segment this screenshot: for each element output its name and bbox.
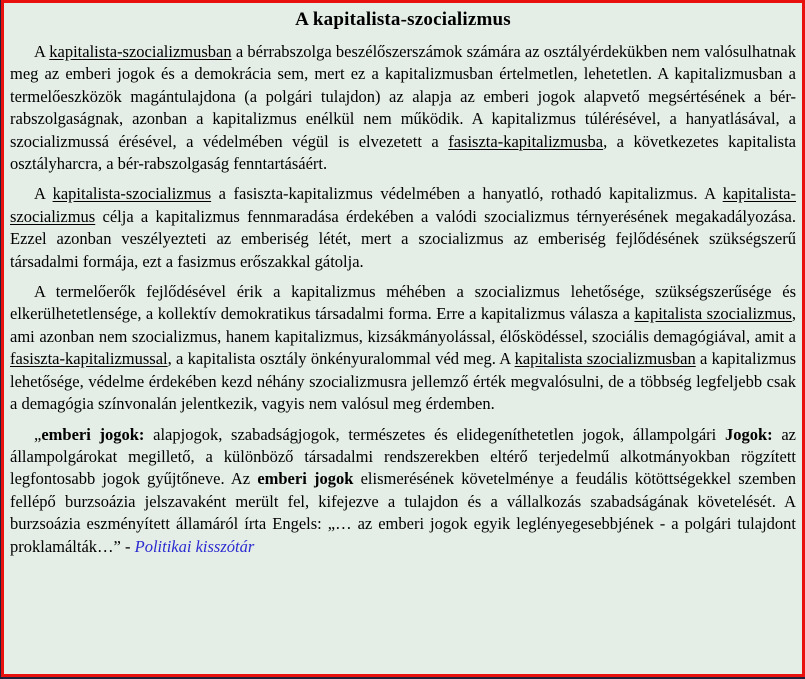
page-title: A kapitalista-szocializmus	[295, 9, 511, 30]
politikai-kisszotar-link[interactable]: Politikai kisszótár	[134, 536, 255, 556]
text-segment: A	[34, 42, 50, 61]
text-segment: a fasiszta-kapitalizmus védelmében a hanyatló, rothadó kapitalizmus. A	[211, 184, 723, 204]
underlined-term: fasiszta-kapitalizmussal	[10, 349, 168, 369]
text-segment: , a kapitalista osztály önkényuralommal véd meg. A	[167, 349, 515, 369]
paragraph	[10, 424, 796, 558]
paragraph	[10, 183, 796, 273]
underlined-term: kapitalista szocializmusban	[514, 349, 696, 369]
text-segment: A termelőerők fejlődésével érik a kapitalizmus méhében a szocializmus lehetősége, szükségszerűsége és elkerülhetetlensége, a kollektív demokratikus társadalmi forma. Erre a kapitalizmus válasza a	[10, 282, 796, 324]
document-body	[10, 41, 796, 558]
text-segment: alapjogok, szabadságjogok, természetes és elidegeníthetetlen jogok, állampolgári	[144, 424, 725, 444]
bold-term: Jogok:	[724, 424, 773, 444]
text-segment: „	[34, 424, 42, 444]
bold-term: emberi jogok	[257, 469, 354, 489]
text-segment: , ami azonban nem szocializmus, hanem kapitalizmus, kizsákmányolással, élősködéssel, szociális demagógiával, amit a	[10, 304, 797, 346]
text-segment: az állampolgárokat megillető, a különböző társadalmi rendszerekben eltérő terjedelmű alkotmányokban rögzített legfontosabb jogok gyűjtőneve. Az	[10, 424, 796, 489]
underlined-term: fasiszta-kapitalizmusba	[448, 131, 604, 151]
underlined-term: kapitalista-szocializmus	[10, 184, 796, 226]
text-segment: , a következetes kapitalista osztályharcra, a bér-rabszolgaság fenntartásáért.	[10, 131, 796, 174]
text-segment: a kapitalizmus lehetősége, védelme érdekében kezd néhány szocializmusra jellemző érték megvalósulni, de a többség legfeljebb csak a demagógia színvonalán jelentkezik, vagyis nem valósul meg érdemben.	[10, 349, 796, 414]
bold-term: emberi jogok:	[41, 424, 145, 444]
underlined-term: kapitalista-szocializmusban	[49, 42, 232, 61]
underlined-term: kapitalista szocializmus	[634, 304, 792, 324]
text-segment: a bérrabszolga beszélőszerszámok számára az osztályérdekükben nem valósulhatnak meg az emberi jogok és a demokrácia sem, mert ez a kapitalizmusban értelmetlen, lehetetlen. A kapitalizmusban a termelőeszközök magántulajdona (a polgári tulajdon) az alapja az emberi jogok alapvető megsértésének a bér-rabszolgaságnak, azonban a kapitalizmus enélkül nem működik. A kapitalizmus túlérésével, a hanyatlásával, a szocializmussá érésével, a védelmében végül is elvezetett a	[10, 42, 796, 151]
text-segment: elismerésének követelménye a feudális kötöttségekkel szemben fellépő burzsoázia jelszavaként merült fel, kifejezve a tulajdon és a vállalkozás szabadságának követelését. A burzsoázia eszményített államáról írta Engels: „… az emberi jogok egyik leglényegesebbjének - a polgári tulajdont proklamálták…” -	[10, 469, 796, 556]
underlined-term: kapitalista-szocializmus	[52, 184, 212, 204]
document-frame	[1, 0, 805, 677]
text-segment: célja a kapitalizmus fennmaradása érdekében a valódi szocializmus térnyerésének megakadályozása. Ezzel azonban veszélyezteti az emberiség létét, mert a szocializmus az emberiség fejlődésének szükségszerű társadalmi formája, ezt a fasizmus erőszakkal gátolja.	[10, 206, 796, 271]
paragraph	[10, 41, 796, 175]
text-segment: A	[34, 184, 53, 204]
paragraph	[10, 281, 796, 415]
